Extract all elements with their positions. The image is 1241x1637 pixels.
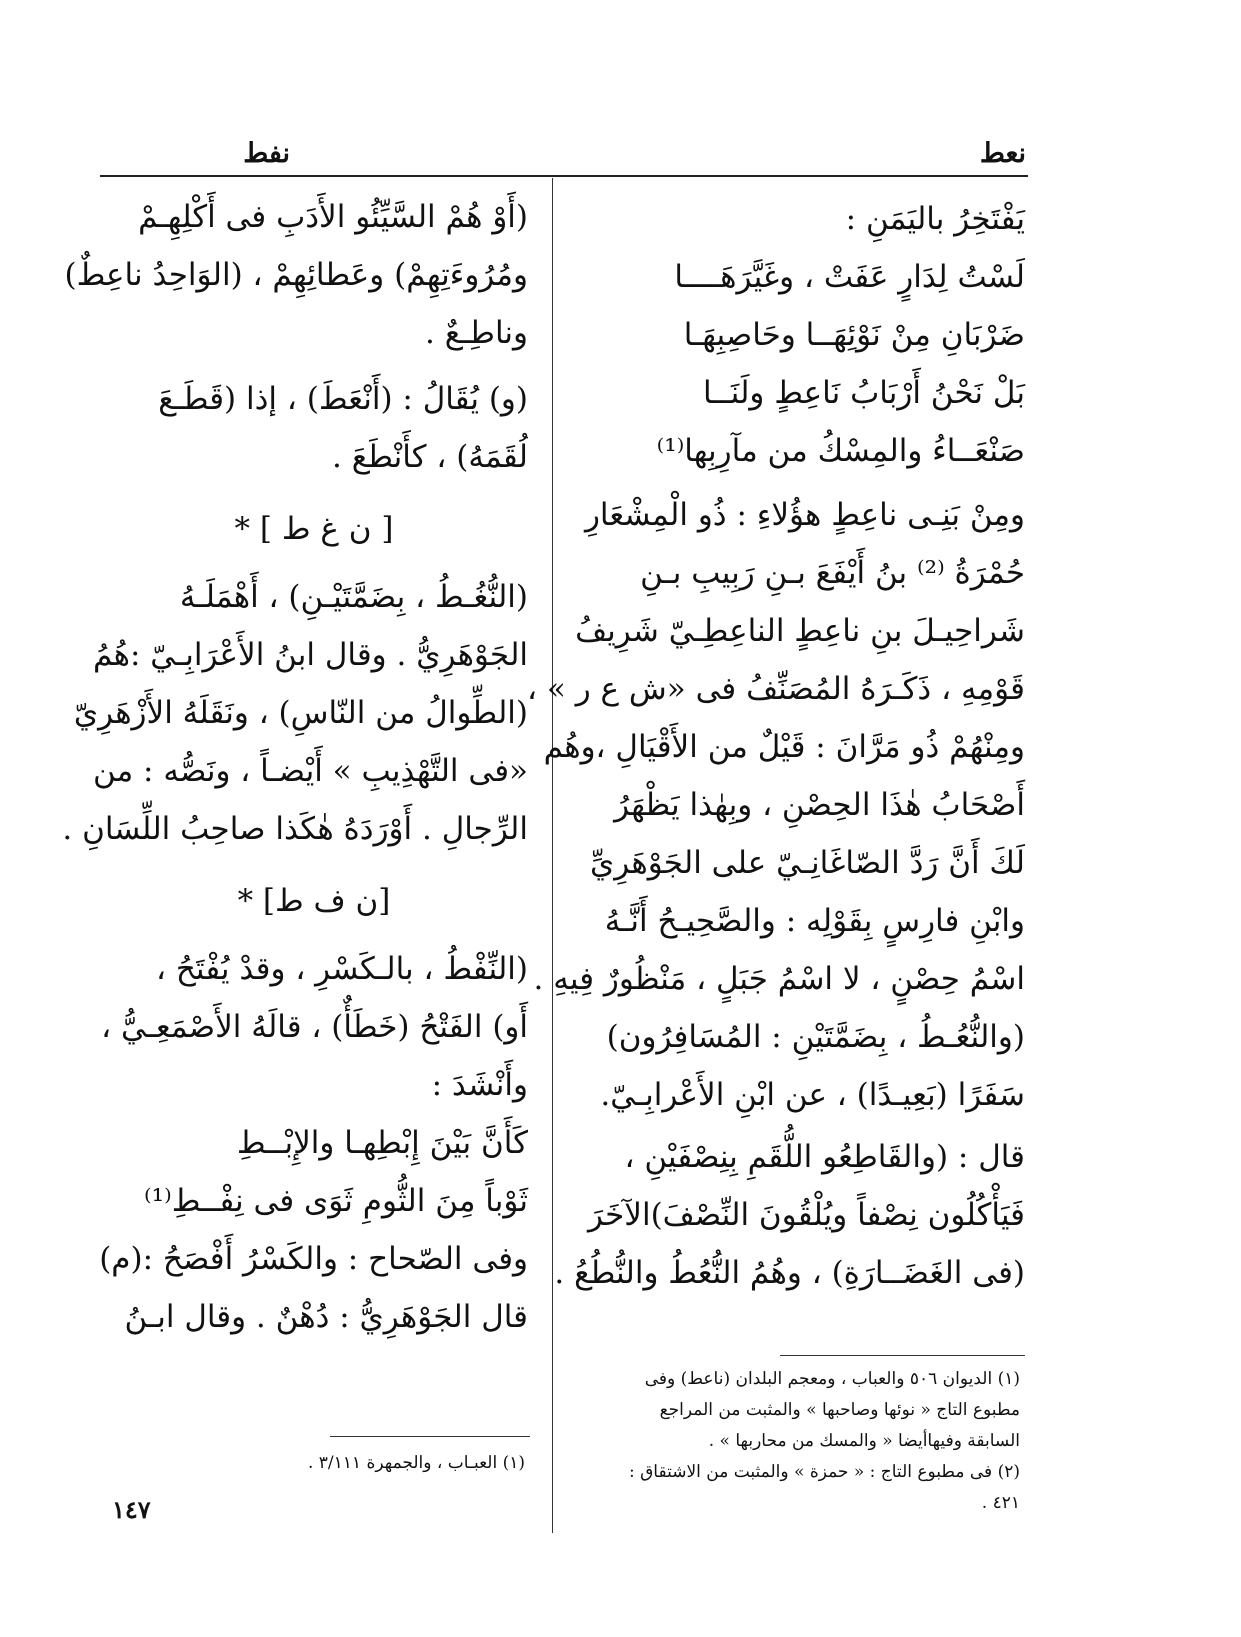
text-line: (الطِّوالُ من النّاسِ) ، ونَقَلَهُ الأَزْهَرِيّ bbox=[73, 695, 528, 731]
footnote-line: (١) العبـاب ، والجمهرة ٣/١١١ . bbox=[307, 1453, 525, 1473]
text-line: لُقَمَهُ) ، كأَنْطَعَ . bbox=[332, 439, 528, 475]
text-line: لَكَ أَنَّ رَدَّ الصّاغَانِـيّ على الجَوْهَرِيِّ bbox=[590, 845, 1025, 881]
right-column bbox=[527, 190, 1025, 1302]
left-column bbox=[62, 188, 528, 1346]
entry-heading: [ن ف ط] * bbox=[237, 883, 391, 919]
text-line: (و) يُقَالُ : (أَنْعَطَ) ، إذا (قَطَـعَ bbox=[158, 381, 528, 417]
text-line: اسْمُ حِصْنٍ ، لا اسْمُ جَبَلٍ ، مَنْظُورٌ فِيهِ . bbox=[533, 961, 1025, 997]
column-divider bbox=[552, 178, 553, 1533]
text-line: ومُرُوءَتِهِمْ) وعَطائِهِمْ ، (الوَاحِدُ ناعِطٌ) bbox=[64, 257, 528, 293]
text-line: الرِّجالِ . أَوْرَدَهُ هٰكَذا صاحِبُ اللِّسَانِ . bbox=[62, 811, 528, 847]
text-line: (النُّغُـطُ ، بِضَمَّتَيْـنِ) ، أَهْمَلَـهُ bbox=[179, 579, 528, 615]
text-line: شَراحِيـلَ بنِ ناعِطٍ الناعِطِـيّ شَرِيفُ bbox=[575, 613, 1025, 649]
footnote-line: (٢) فى مطبوع التاج : « حمزة » والمثبت من الاشتقاق : bbox=[628, 1462, 1020, 1482]
text-line: أَو) الفَتْحُ (خَطَأٌ) ، قالَهُ الأَصْمَعِـيُّ ، bbox=[101, 1009, 528, 1045]
header-rule bbox=[100, 175, 1028, 177]
text-line: أَصْحَابُ هٰذَا الحِصْنِ ، وبِهٰذا يَظْهَرُ bbox=[614, 787, 1025, 823]
text-line: الجَوْهَرِيُّ . وقال ابنُ الأَعْرَابِـيّ :هُمُ bbox=[93, 637, 528, 673]
page-number: ١٤٧ bbox=[112, 1495, 151, 1524]
text-line: وأَنْشَدَ : bbox=[431, 1067, 528, 1103]
verse-line: ضَرْبَانِ مِنْ نَوْئِهَــا وحَاصِبِهَـا bbox=[683, 317, 1025, 353]
text-line: ومِنْ بَنِـى ناعِطٍ هؤُلاءِ : ذُو الْمِشْعَارِ bbox=[584, 497, 1025, 533]
text-line: فَيَأْكُلُون نِصْفاً ويُلْقُونَ النِّصْفَ)الآخَرَ bbox=[588, 1197, 1025, 1233]
text-line: «فى التَّهْذِيبِ » أَيْضـاً ، ونَصُّه : من bbox=[92, 753, 528, 789]
text-line: قال : (والقَاطِعُو اللُّقَمِ بِنِصْفَيْنِ ، bbox=[624, 1139, 1025, 1175]
text-line: وناطِـعٌ . bbox=[424, 315, 528, 351]
verse-line: بَلْ نَحْنُ أَرْبَابُ نَاعِطٍ ولَنَــا bbox=[703, 375, 1025, 411]
verse-line: كَأَنَّ بَيْنَ إِبْطِهـا والإِبْــطِ bbox=[236, 1125, 528, 1161]
text-line: قال الجَوْهَرِيُّ : دُهْنٌ . وقال ابـنُ bbox=[124, 1299, 528, 1335]
text-line: (أَوْ هُمْ السَّيِّئُو الأَدَبِ فى أَكْلِهِـمْ bbox=[138, 199, 528, 235]
footnote-rule-right bbox=[780, 1355, 1025, 1356]
entry-heading: [ ن غ ط ] * bbox=[234, 511, 394, 547]
text-line: وفى الصّحاح : والكَسْرُ أَفْصَحُ :(م) bbox=[99, 1241, 528, 1277]
text-line: حُمْرَةُ ⁽²⁾ بنُ أَيْفَعَ بـنِ رَبِيبِ بـنِ bbox=[640, 555, 1025, 591]
running-header-left: نفط bbox=[243, 138, 290, 169]
footnotes-right bbox=[578, 1364, 1020, 1519]
text-line: قَوْمِهِ ، ذَكَـرَهُ المُصَنِّفُ فى «ش ع ر » ، bbox=[527, 671, 1025, 707]
footnote-rule-left bbox=[330, 1436, 530, 1437]
text-line: (والنُّعُـطُ ، بِضَمَّتَيْنِ : المُسَافِرُون) bbox=[606, 1019, 1025, 1055]
text-line: سَفَرًا (بَعِيـدًا) ، عن ابْنِ الأَعْرابِـيّ. bbox=[600, 1077, 1025, 1113]
text-line: ومِنْهُمْ ذُو مَرَّانَ : قَيْلٌ من الأَقْيَالِ ،وهُم bbox=[543, 729, 1025, 765]
verse-line: ثَوْباً مِنَ الثُّومِ ثَوَى فى نِفْــطِ⁽¹⁾ bbox=[144, 1183, 528, 1219]
verse-line: لَسْتُ لِدَارٍ عَفَتْ ، وغَيَّرَهَــــا bbox=[674, 259, 1025, 295]
text-line: وابْنِ فارِسٍ بِقَوْلِه : والصَّحِيـحُ أَنَّـهُ bbox=[604, 903, 1025, 939]
footnote-line: مطبوع التاج « نوئها وصاحبها » والمثبت من المراجع bbox=[659, 1400, 1020, 1420]
text-line: يَفْتَخِرُ باليَمَنِ : bbox=[845, 201, 1025, 237]
text-line: (النِّفْطُ ، بالـكَسْرِ ، وقدْ يُفْتَحُ ، bbox=[156, 951, 528, 987]
running-header-right: نعط bbox=[979, 138, 1026, 169]
footnotes-left bbox=[180, 1448, 525, 1479]
text-line: (فى الغَضَــارَةِ) ، وهُمُ النُّعُطُ والنُّطُعُ . bbox=[554, 1255, 1025, 1291]
verse-line: صَنْعَــاءُ والمِسْكُ من مآرِبِها⁽¹⁾ bbox=[656, 433, 1025, 469]
footnote-line: (١) الديوان ٥٠٦ والعباب ، ومعجم البلدان (ناعط) وفى bbox=[644, 1369, 1020, 1389]
footnote-line: ٤٢١ . bbox=[981, 1493, 1020, 1513]
footnote-line: السابقة وفيهاأيضا « والمسك من محاربها » . bbox=[708, 1431, 1020, 1451]
